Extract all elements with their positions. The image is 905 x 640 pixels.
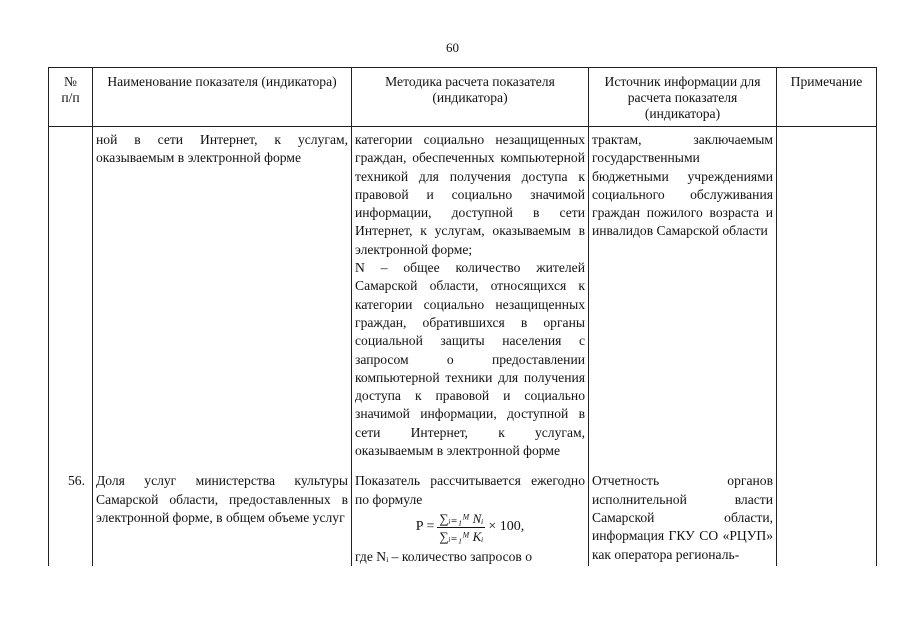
formula-fraction <box>437 511 485 544</box>
page-number: 60 <box>446 40 459 55</box>
indicators-table <box>48 67 877 566</box>
indicator-name-cell: ной в сети Интернет, к услугам, оказываемым в электронной форме <box>93 127 352 467</box>
table-row-continued <box>49 127 877 467</box>
header-information-source: Источник информации для расчета показателя (индикатора) <box>589 68 777 127</box>
table-row-56 <box>49 466 877 566</box>
formula-lhs: P = <box>415 519 435 535</box>
header-number: № п/п <box>49 68 93 127</box>
formula <box>355 511 585 544</box>
header-calculation-method: Методика расчета показателя (индикатора) <box>352 68 589 127</box>
calculation-method-cell <box>352 466 589 566</box>
header-note: Примечание <box>777 68 877 127</box>
method-paragraph: N – общее количество жителей Самарской области, относящихся к категории социально незащищенных граждан, обратившихся в органы социальной защиты населения с запросом о предоставлении компьютерной техники для получения доступа к правовой и социально значимой информации, доступной в сети Интернет, к услугам, оказываемым в электронной форме <box>355 260 585 459</box>
method-paragraph: категории социально незащищенных граждан, обеспеченных компьютерной техникой для получения доступа к правовой и социально значимой информации, доступной в сети Интернет, к услугам, оказываемым в электронной форме; <box>355 132 585 257</box>
note-cell <box>777 127 877 467</box>
information-source-cell: Отчетность органов исполнительной власти Самарской области, информация ГКУ СО «РЦУП» как оператора региональ- <box>589 466 777 566</box>
table-header-row <box>49 68 877 127</box>
formula-numerator: ∑ᵢ₌₁ᴹ Nᵢ <box>439 510 484 526</box>
note-cell <box>777 466 877 566</box>
formula-denominator: ∑ᵢ₌₁ᴹ Kᵢ <box>439 528 484 544</box>
formula-rhs: × 100, <box>488 519 525 535</box>
indicator-name-cell: Доля услуг министерства культуры Самарской области, предоставленных в электронной форме, в общем объеме услуг <box>93 466 352 566</box>
calculation-method-cell <box>352 127 589 467</box>
row-number-cell: 56. <box>49 466 93 566</box>
row-number-cell <box>49 127 93 467</box>
information-source-cell: трактам, заключаемым государственными бюджетными учреждениями социального обслуживания граждан пожилого возраста и инвалидов Самарской области <box>589 127 777 467</box>
method-where: где Nᵢ – количество запросов о <box>355 548 533 564</box>
header-indicator-name: Наименование показателя (индикатора) <box>93 68 352 127</box>
method-intro: Показатель рассчитывается ежегодно по формуле <box>355 473 585 507</box>
